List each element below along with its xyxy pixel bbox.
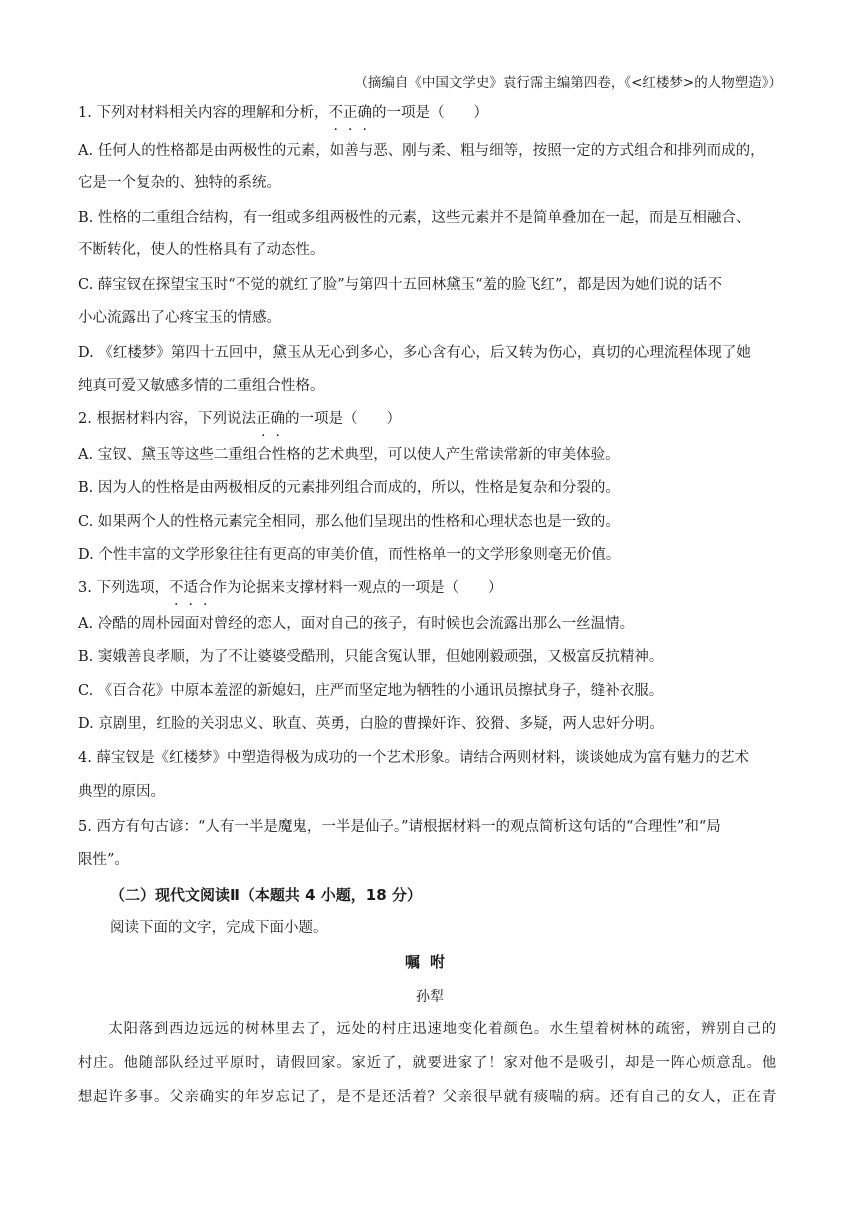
question-2-option-a: A. 宝钗、黛玉等这些二重组合性格的艺术典型，可以使人产生常读常新的审美体验。 (78, 447, 620, 463)
question-1-option-d: D. 《红楼梦》第四十五回中，黛玉从无心到多心，多心含有心，后又转为伤心，真切的心理流程体现了她 (78, 345, 751, 361)
story-author: 孙犁 (416, 989, 444, 1005)
question-3-option-c: C. 《百合花》中原本羞涩的新媳妇，庄严而坚定地为牺牲的小通讯员擦拭身子，缝补衣服。 (78, 683, 664, 699)
question-2-option-d: D. 个性丰富的文学形象往往有更高的审美价值，而性格单一的文学形象则毫无价值。 (78, 547, 621, 563)
question-3-option-a: A. 冷酷的周朴园面对曾经的恋人，面对自己的孩子，有时候也会流露出那么一丝温情。 (78, 616, 635, 632)
question-4-cont: 典型的原因。 (78, 784, 165, 800)
question-3-option-b: B. 窦娥善良孝顺，为了不让婆婆受酷刑，只能含冤认罪，但她刚毅顽强，又极富反抗精神。 (78, 649, 664, 665)
question-1-option-c: C. 薛宝钗在探望宝玉时“不觉的就红了脸”与第四十五回林黛玉“羞的脸飞红”，都是因为她们说的话不 (78, 277, 722, 293)
question-5: 5. 西方有句古谚：“人有一半是魔鬼，一半是仙子。”请根据材料一的观点简析这句话的“合理性”和“局 (78, 819, 721, 835)
story-paragraph-line: 太阳落到西边远远的树林里去了，远处的村庄迅速地变化着颜色。水生望着树林的疏密，辨别自己的 (78, 1021, 778, 1037)
question-1-option-b: B. 性格的二重组合结构，有一组或多组两极性的元素，这些元素并不是简单叠加在一起，而是互相融合、 (78, 210, 751, 226)
emphasis-char: 确 (270, 411, 285, 427)
question-5-cont: 限性”。 (78, 852, 129, 868)
emphasis-char: 正 (255, 411, 271, 427)
question-2-option-c: C. 如果两个人的性格元素完全相同，那么他们呈现出的性格和心理状态也是一致的。 (78, 514, 620, 530)
story-title: 嘱咐 (404, 953, 455, 971)
emphasis-char: 正 (342, 105, 358, 121)
question-2-option-b: B. 因为人的性格是由两极相反的元素排列组合而成的，所以，性格是复杂和分裂的。 (78, 480, 620, 496)
emphasis-char: 不 (328, 105, 343, 121)
emphasis-char: 适 (183, 580, 198, 596)
section-instruction: 阅读下面的文字，完成下面小题。 (110, 920, 328, 936)
question-1-option-d-cont: 纯真可爱又敏感多情的二重组合性格。 (78, 378, 325, 394)
question-3-option-d: D. 京剧里，红脸的关羽忠义、耿直、英勇，白脸的曹操奸诈、狡猾、多疑，两人忠奸分明。 (78, 716, 664, 732)
question-1-option-b-cont: 不断转化，使人的性格具有了动态性。 (78, 242, 325, 258)
emphasis-char: 确 (357, 105, 372, 121)
source-citation: （摘编自《中国文学史》袁行霈主编第四卷，《<红楼梦>的人物塑造》） (354, 75, 782, 91)
question-3-stem: 3. 下列选项，不适合作为论据来支撑材料一观点的一项是（ ） (78, 580, 503, 596)
question-2-stem: 2. 根据材料内容，下列说法正确的一项是（ ） (78, 411, 401, 427)
story-paragraph-line: 村庄。他随部队经过平原时，请假回家。家近了，就要进家了！家对他不是吸引，却是一阵心烦意乱。他 (78, 1055, 778, 1071)
question-4: 4. 薛宝钗是《红楼梦》中塑造得极为成功的一个艺术形象。请结合两则材料，谈谈她成为富有魅力的艺术 (78, 750, 749, 766)
story-paragraph-line: 想起许多事。父亲确实的年岁忘记了，是不是还活着？父亲很早就有痰喘的病。还有自己的女人，正在青 (78, 1089, 778, 1105)
question-1-stem: 1. 下列对材料相关内容的理解和分析，不正确的一项是（ ） (78, 105, 488, 121)
section-heading: （二）现代文阅读Ⅱ（本题共 4 小题，18 分） (110, 886, 422, 904)
question-1-option-c-cont: 小心流露出了心疼宝玉的情感。 (78, 310, 281, 326)
emphasis-char: 不 (168, 580, 184, 596)
question-1-option-a-cont: 它是一个复杂的、独特的系统。 (78, 175, 281, 191)
emphasis-char: 合 (197, 580, 213, 596)
question-1-option-a: A. 任何人的性格都是由两极性的元素，如善与恶、刚与柔、粗与细等，按照一定的方式组合和排列而成的， (78, 143, 765, 159)
